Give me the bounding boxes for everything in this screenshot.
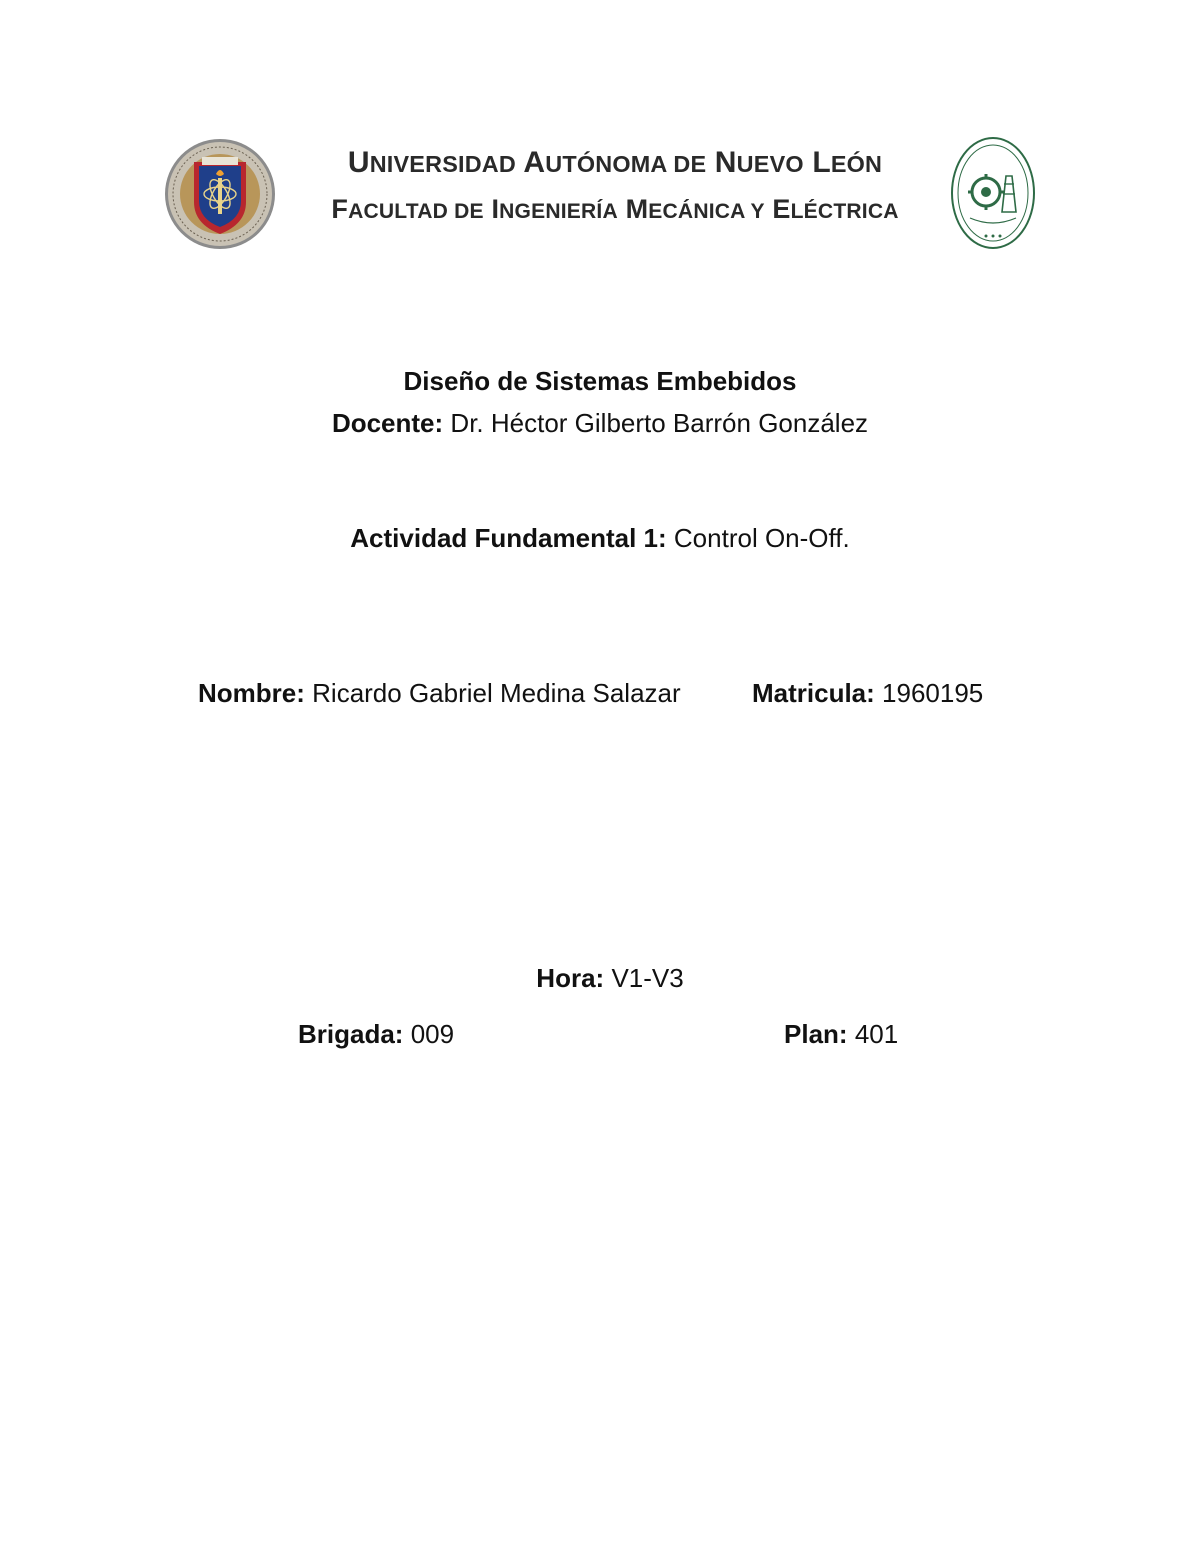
teacher-label: Docente: xyxy=(331,408,444,438)
activity-value: Control On-Off. xyxy=(673,523,850,553)
plan-field xyxy=(784,1019,898,1050)
teacher-line xyxy=(0,408,1200,439)
hora-value: V1-V3 xyxy=(611,963,684,993)
plan-label: Plan: xyxy=(784,1019,848,1049)
course-title: Diseño de Sistemas Embebidos xyxy=(403,366,797,396)
hora-label: Hora: xyxy=(536,963,605,993)
matricula-label: Matricula: xyxy=(752,678,875,708)
brigada-value: 009 xyxy=(410,1019,455,1049)
plan-value: 401 xyxy=(854,1019,899,1049)
uanl-seal-icon xyxy=(164,138,276,250)
fime-seal-icon xyxy=(950,136,1036,250)
hora-field xyxy=(0,963,1200,994)
activity-label: Actividad Fundamental 1: xyxy=(350,523,667,553)
university-name: UNIVERSIDAD AUTÓNOMA DE NUEVO LEÓN xyxy=(347,146,883,179)
faculty-name: FACULTAD DE INGENIERÍA MECÁNICA Y ELÉCTRICA xyxy=(331,194,899,224)
matricula-value: 1960195 xyxy=(882,678,984,708)
activity-line xyxy=(0,523,1200,554)
brigada-field xyxy=(298,1019,454,1050)
teacher-value: Dr. Héctor Gilberto Barrón González xyxy=(450,408,869,438)
brigada-label: Brigada: xyxy=(298,1019,404,1049)
name-value: Ricardo Gabriel Medina Salazar xyxy=(312,678,681,708)
matricula-field xyxy=(752,678,983,709)
name-label: Nombre: xyxy=(198,678,305,708)
student-name-field xyxy=(198,678,681,709)
